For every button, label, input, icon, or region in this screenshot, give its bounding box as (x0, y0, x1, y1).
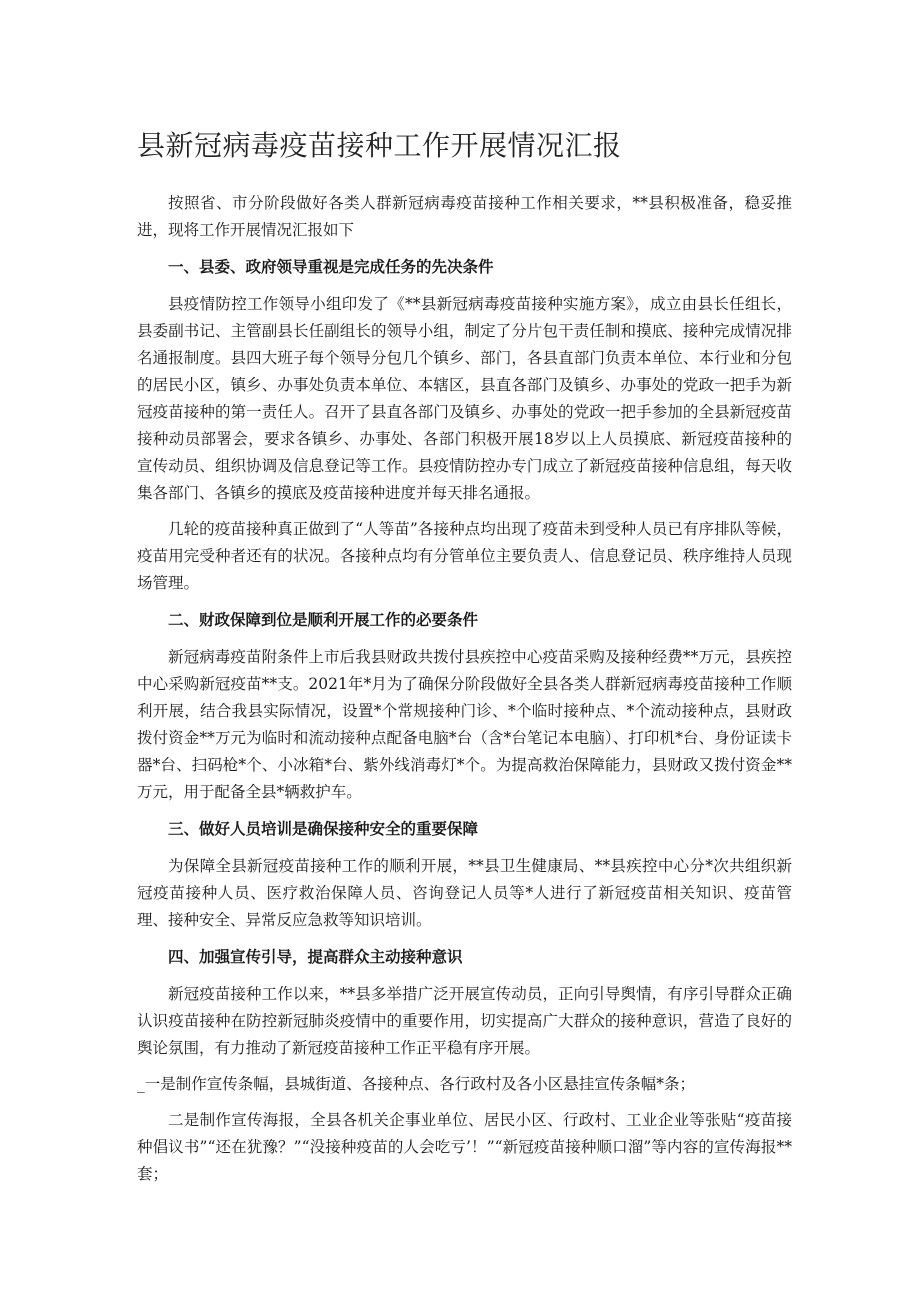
document-title: 县新冠病毒疫苗接种工作开展情况汇报 (137, 129, 622, 162)
section-2-heading: 二、财政保障到位是顺利开展工作的必要条件 (168, 610, 479, 629)
list-item-two: 二是制作宣传海报，全县各机关企事业单位、居民小区、行政村、工业企业等张贴“疫苗接种倡议书”“还在犹豫？”“没接种疫苗的人会吃亏’！”“新冠疫苗接种顺口溜”等内容的宣传海报**套； (137, 1111, 792, 1183)
section-3-heading: 三、做好人员培训是确保接种安全的重要保障 (168, 819, 479, 838)
document-body (137, 126, 792, 1197)
intro-paragraph: 按照省、市分阶段做好各类人群新冠病毒疫苗接种工作相关要求，**县积极准备，稳妥推进，现将工作开展情况汇报如下 (137, 194, 792, 239)
section-1-heading: 一、县委、政府领导重视是完成任务的先决条件 (168, 257, 494, 276)
section-4-paragraph-1: 新冠疫苗接种工作以来，**县多举措广泛开展宣传动员，正向引导舆情，有序引导群众正确认识疫苗接种在防控新冠肺炎疫情中的重要作用，切实提高广大群众的接种意识，营造了良好的舆论氛围，有力推动了新冠疫苗接种工作正平稳有序开展。 (137, 985, 792, 1057)
section-3-paragraph-1: 为保障全县新冠疫苗接种工作的顺利开展，**县卫生健康局、**县疾控中心分*次共组织新冠疫苗接种人员、医疗救治保障人员、咨询登记人员等*人进行了新冠疫苗相关知识、疫苗管理、接种安全、异常反应急救等知识培训。 (137, 857, 792, 929)
list-item-one: _一是制作宣传条幅，县城街道、各接种点、各行政村及各小区悬挂宣传条幅*条； (137, 1075, 696, 1093)
section-2-paragraph-1: 新冠病毒疫苗附条件上市后我县财政共拨付县疾控中心疫苗采购及接种经费**万元，县疾控中心采购新冠疫苗**支。2021年*月为了确保分阶段做好全县各类人群新冠病毒疫苗接种工作顺利开展，结合我县实际情况，设置*个常规接种门诊、*个临时接种点、*个流动接种点，县财政拨付资金**万元为临时和流动接种点配备电脑*台（含*台笔记本电脑）、打印机*台、身份证读卡器*台、扫码枪*个、小冰箱*台、紫外线消毒灯*个。为提高救治保障能力，县财政又拨付资金**万元，用于配备全县*辆救护车。 (137, 648, 792, 801)
section-1-paragraph-1: 县疫情防控工作领导小组印发了《**县新冠病毒疫苗接种实施方案》，成立由县长任组长，县委副书记、主管副县长任副组长的领导小组，制定了分片包干责任制和摸底、接种完成情况排名通报制度。县四大班子每个领导分包几个镇乡、部门，各县直部门负责本单位、本行业和分包的居民小区，镇乡、办事处负责本单位、本辖区，县直各部门及镇乡、办事处的党政一把手为新冠疫苗接种的第一责任人。召开了县直各部门及镇乡、办事处的党政一把手参加的全县新冠疫苗接种动员部署会，要求各镇乡、办事处、各部门积极开展18岁以上人员摸底、新冠疫苗接种的宣传动员、组织协调及信息登记等工作。县疫情防控办专门成立了新冠疫苗接种信息组，每天收集各部门、各镇乡的摸底及疫苗接种进度并每天排名通报。 (137, 295, 792, 502)
section-4-heading: 四、加强宣传引导，提高群众主动接种意识 (168, 947, 463, 966)
section-1-paragraph-2: 几轮的疫苗接种真正做到了“人等苗”各接种点均出现了疫苗未到受种人员已有序排队等候，疫苗用完受种者还有的状况。各接种点均有分管单位主要负责人、信息登记员、秩序维持人员现场管理。 (137, 520, 792, 592)
